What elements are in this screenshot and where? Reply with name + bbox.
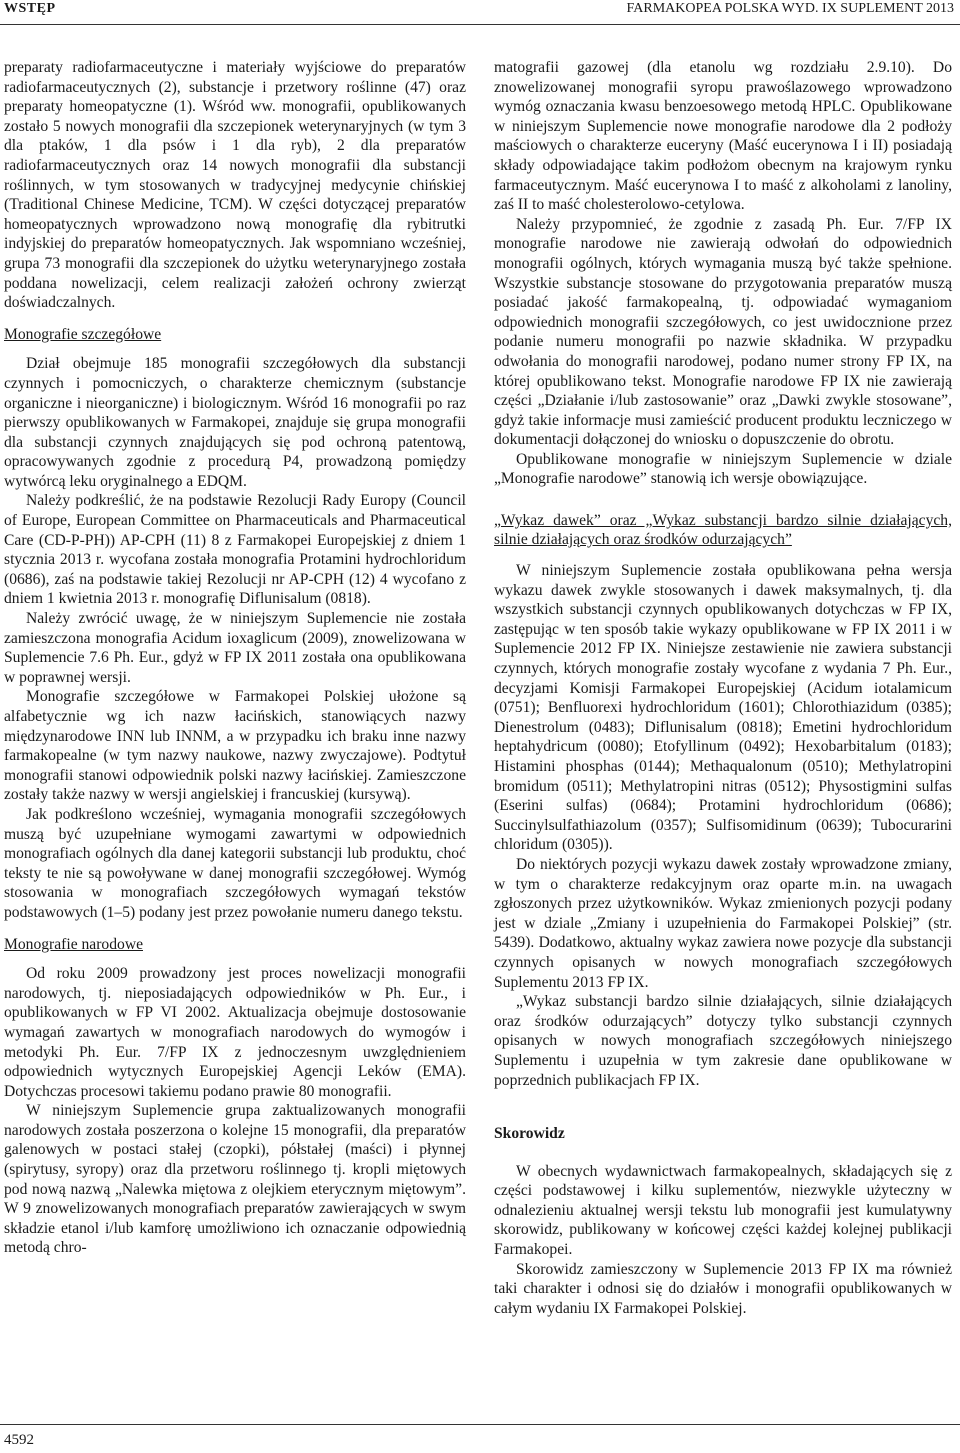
paragraph: Należy podkreślić, że na podstawie Rezolucji Rady Europy (Council of Europe, European Committee on Pharmaceuticals and Pharmaceutical Care (CD-P-PH)) AP-CPH (11) 8 z Farmakopei Europejskiej z dniem 1 stycznia 2013 r. wycofana została monografia Protamini hydrochloridum (0686), zaś na podstawie takiej Rezolucji nr AP-CPH (12) 4 wycofano z dniem 1 kwietnia 2013 r. monografię Diflunisalum (0818). — [4, 492, 466, 608]
left-column — [4, 58, 466, 1258]
paragraph: matografii gazowej (dla etanolu wg rozdziału 2.9.10). Do znowelizowanej monografii syropu prawoślazowego wprowadzono wymóg oznaczania kwasu benzoesowego metodą HPLC. Opublikowane w niniejszym Suplemencie nowe monografie narodowe dla 2 podłoży maściowych o charakterze euceryny (Maść eucerynowa I i II) posiadają składy odpowiadające takim podłożom obecnym na krajowym rynku farmaceutycznym. Maść eucerynowa I to maść z alkoholami z lanoliny, zaś II to maść cholesterolowo-cetylowa. — [494, 59, 952, 214]
paragraph: W niniejszym Suplemencie grupa zaktualizowanych monografii narodowych została poszerzona o kolejne 15 monografii, dla preparatów galenowych w postaci stałej (czopki), półstałej (maści) i płynnej (spirytusy, syropy) oraz dla przetworu roślinnego tj. kropli miętowych pod nową nazwą „Nalewka miętowa z olejkiem eterycznym miętowym”. W 9 znowelizowanych monografiach preparatów zawierających w swym składzie etanol i/lub kamforę umożliwiono ich oznaczanie odpowiednią metodą chro- — [4, 1102, 466, 1257]
section-heading-skorowidz: Skorowidz — [494, 1125, 565, 1143]
paragraph: Opublikowane monografie w niniejszym Suplemencie w dziale „Monografie narodowe” stanowią ich wersje obowiązujące. — [494, 450, 952, 488]
header-publication-title: FARMAKOPEA POLSKA WYD. IX SUPLEMENT 2013 — [626, 1, 954, 16]
section-heading-monografie-szczegolowe: Monografie szczegółowe — [4, 325, 162, 343]
paragraph: Monografie szczegółowe w Farmakopei Polskiej ułożone są alfabetycznie wg ich nazw łacińskich, stanowiących nazwy międzynarodowe INN lub INNM, a w przypadku ich braku inne nazwy farmakopealne (w tym nazwy naukowe, nazwy zwyczajowe). Podtytuł monografii stanowi odpowiednik polski nazwy łacińskiej. Zamieszczone zostały także nazwy w wersji angielskiej i francuskiej (kursywą). — [4, 688, 466, 804]
paragraph: Jak podkreślono wcześniej, wymagania monografii szczegółowych muszą być uzupełniane wymogami zawartymi w odpowiednich monografiach ogólnych dla danej kategorii substancji lub produktu, choć teksty te nie są powoływane w danej monografii szczegółowej. Wymóg stosowania w monografiach szczegółowych wymagań tekstów podstawowych (1–5) podany jest przez powołanie numeru danego tekstu. — [4, 805, 466, 921]
page-number: 4592 — [4, 1432, 34, 1448]
running-header — [0, 0, 960, 25]
right-column — [494, 58, 952, 1318]
paragraph: Skorowidz zamieszczony w Suplemencie 2013 FP IX ma również taki charakter i odnosi się do działów i monografii opublikowanych w całym wydaniu IX Farmakopei Polskiej. — [494, 1260, 952, 1317]
paragraph: „Wykaz substancji bardzo silnie działających, silnie działających oraz środków odurzających” dotyczy tylko substancji czynnych opisanych w nowych monografiach szczegółowych niniejszego Suplementu i uzupełnia w tym zakresie dane opublikowane w poprzednich publikacjach FP IX. — [494, 993, 952, 1089]
paragraph: Należy zwrócić uwagę, że w niniejszym Suplemencie nie została zamieszczona monografia Acidum ioxaglicum (2009), znowelizowana w Suplemencie 7.6 Ph. Eur., gdyż w FP IX 2011 została ona opublikowana w poprawnej wersji. — [4, 610, 466, 686]
paragraph: Należy przypomnieć, że zgodnie z zasadą Ph. Eur. 7/FP IX monografie narodowe nie zawierają odwołań do odpowiednich monografii ogólnych, których wymagania muszą być także spełnione. Wszystkie substancje stosowane do przygotowania preparatów muszą posiadać jakość farmakopealną, tj. odpowiadać wymaganiom odpowiednich monografii szczegółowych, co jest uwidocznione przez podanie numeru monografii po nazwie składnika. W przypadku odwołania do monografii narodowej, podano numer strony FP IX, na której opublikowano tekst. Monografie narodowe FP IX nie zawierają części „Działanie i/lub zastosowanie” oraz „Dawki zwykle stosowane”, gdyż takie informacje musi zamieścić producent produktu leczniczego w dokumentacji dołączonej do wniosku o dopuszczenie do obrotu. — [494, 215, 952, 449]
paragraph: preparaty radiofarmaceutyczne i materiały wyjściowe do preparatów radiofarmaceutycznych (2), substancje i przetwory roślinne (47) oraz preparaty homeopatyczne (1). Wśród ww. monografii, opublikowanych zostało 5 nowych monografii dla szczepionek weterynaryjnych (w tym 3 dla ptaków, 1 dla psów i 1 dla ryb), 2 dla preparatów radiofarmaceutycznych oraz 14 nowych monografii dla substancji roślinnych, w tym stosowanych w tradycyjnej medycynie chińskiej (Traditional Chinese Medicine, TCM). W części dotyczącej preparatów homeopatycznych wprowadzono nową monografię dla rybitrutki indyjskiej do preparatów homeopatycznych. Jak wspomniano wcześniej, grupa 73 monografii dla szczepionek do użytku weterynaryjnego została poddana nowelizacji, celem realizacji założeń ochrony zwierząt doświadczalnych. — [4, 59, 466, 312]
paragraph: Od roku 2009 prowadzony jest proces nowelizacji monografii narodowych, tj. nieposiadających odpowiedników w Ph. Eur., i opublikowanych w FP VI 2002. Aktualizacja obejmuje dostosowanie wymagań zawartych w monografiach narodowych do wymogów i metodyki Ph. Eur. 7/FP IX z jednoczesnym uwzględnieniem odpowiednich wytycznych Europejskiej Agencji Leków (EMA). Dotychczas procesowi takiemu podano prawie 80 monografii. — [4, 965, 466, 1100]
section-heading-wykaz-dawek: „Wykaz dawek” oraz „Wykaz substancji bardzo silnie działających, silnie działających oraz środków odurzających” — [494, 512, 952, 549]
paragraph: Dział obejmuje 185 monografii szczegółowych dla substancji czynnych i pomocniczych, o charakterze chemicznym (substancje organiczne i nieorganiczne) i biologicznym. Wśród 16 monografii po raz pierwszy opublikowanych w Farmakopei, znajduje się grupa monografii dla substancji czynnych znajdujących się pod ochroną patentową, opracowywanych zgodnie z procedurą P4, prowadzoną pomiędzy wytwórcą leku oryginalnego a EDQM. — [4, 355, 466, 490]
paragraph: W niniejszym Suplemencie została opublikowana pełna wersja wykazu dawek zwykle stosowanych i dawek maksymalnych, tj. dla wszystkich substancji czynnych opublikowanych dotychczas w FP IX, zastępując w ten sposób takie wykazy opublikowane w FP IX 2011 i w Suplemencie 2012 FP IX. Niniejsze zestawienie nie zawiera substancji czynnych, których monografie zostały wycofane z wydania 7 Ph. Eur., decyzjami Komisji Farmakopei Europejskiej (Acidum iotalamicum (0751); Benfluorexi hydrochloridum (1601); Chlorothiazidum (0385); Dienestrolum (0483); Diflunisalum (0818); Emetini hydrochloridum heptahydricum (0080); Etofyllinum (0492); Hexobarbitalum (0183); Histamini phosphas (0144); Methaqualonum (0510); Methylatropini bromidum (0511); Methylatropini nitras (0512); Physostigmini sulfas (Eserini sulfas) (0684); Protamini hydrochloridum (0686); Succinylsulfathiazolum (0357); Sulfisomidinum (0639); Tubocurarini chloridum (0305)). — [494, 562, 952, 854]
paragraph: W obecnych wydawnictwach farmakopealnych, składających się z części podstawowej i kilku suplementów, niezwykle użyteczny w odnalezieniu aktualnej wersji tekstu lub monografii jest kumulatywny skorowidz, publikowany w końcowej części każdej kolejnej publikacji Farmakopei. — [494, 1162, 952, 1259]
header-section-title: WSTĘP — [4, 1, 56, 16]
paragraph: Do niektórych pozycji wykazu dawek zostały wprowadzone zmiany, w tym o charakterze redakcyjnym oraz oparte m.in. na uwagach zgłoszonych przez użytkowników. Wykaz zmienionych pozycji podany jest w dziale „Zmiany i uzupełnienia do Farmakopei Polskiej” (str. 5439). Dodatkowo, aktualny wykaz zawiera nowe pozycje dla substancji czynnych opisanych w nowych monografiach szczegółowych Suplementu 2013 FP IX. — [494, 855, 952, 991]
footer-divider — [0, 1424, 960, 1425]
section-heading-monografie-narodowe: Monografie narodowe — [4, 935, 143, 953]
